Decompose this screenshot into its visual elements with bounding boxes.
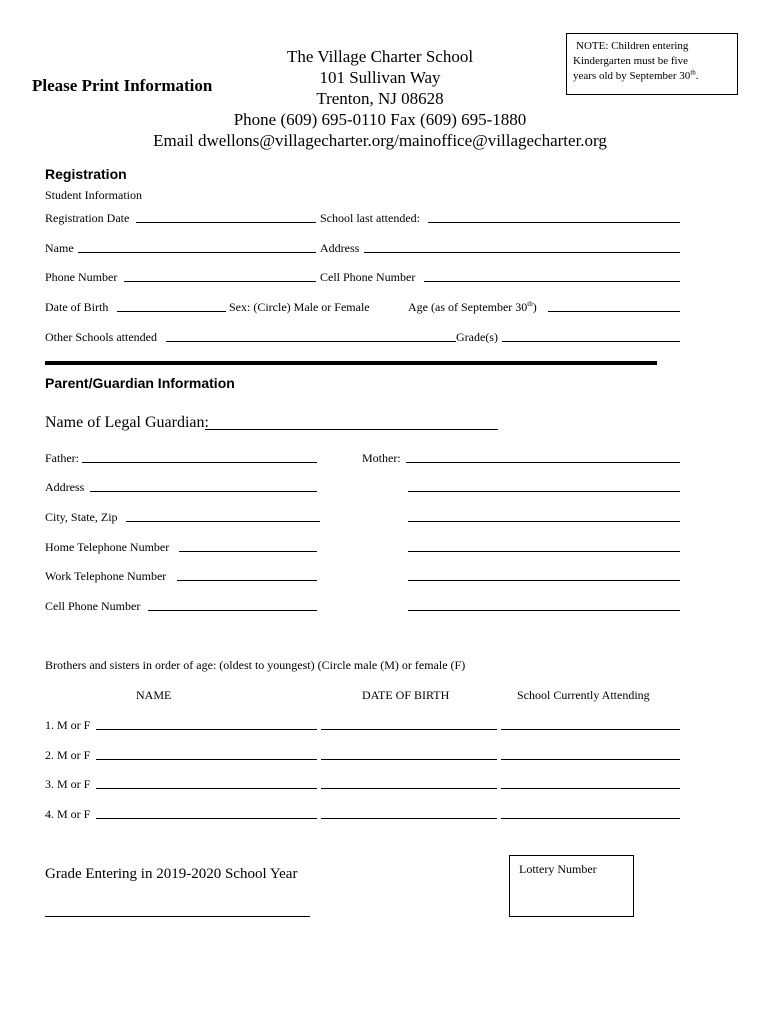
print-notice: Please Print Information: [32, 76, 213, 95]
student-info-subheading: Student Information: [45, 188, 142, 202]
grade-entering-field[interactable]: [45, 916, 310, 917]
mother-cell-phone-field[interactable]: [408, 610, 680, 611]
name-label: Name: [45, 241, 74, 255]
guardian-cell-phone-label: Cell Phone Number: [45, 599, 141, 613]
mother-city-state-zip-field[interactable]: [408, 521, 680, 522]
mother-label: Mother:: [362, 451, 401, 465]
registration-date-label: Registration Date: [45, 211, 130, 225]
note-line-2: Kindergarten must be five: [573, 55, 688, 67]
siblings-col-school: School Currently Attending: [517, 688, 650, 702]
father-work-phone-field[interactable]: [177, 580, 317, 581]
school-name: The Village Charter School: [286, 47, 474, 66]
cell-phone-label: Cell Phone Number: [320, 270, 416, 284]
sibling-school-field[interactable]: [501, 788, 680, 789]
sibling-dob-field[interactable]: [321, 818, 497, 819]
address-field[interactable]: [364, 252, 680, 253]
mother-work-phone-field[interactable]: [408, 580, 680, 581]
siblings-col-dob: DATE OF BIRTH: [362, 688, 450, 702]
father-city-state-zip-field[interactable]: [126, 521, 320, 522]
date-of-birth-label: Date of Birth: [45, 300, 109, 314]
siblings-col-name: NAME: [136, 688, 172, 702]
sex-label: Sex: (Circle) Male or Female: [229, 300, 370, 314]
grade-entering-label: Grade Entering in 2019-2020 School Year: [45, 866, 298, 882]
school-street: 101 Sullivan Way: [319, 68, 441, 87]
sibling-row-label: 4. M or F: [45, 807, 91, 821]
school-last-attended-field[interactable]: [428, 222, 680, 223]
sibling-school-field[interactable]: [501, 729, 680, 730]
home-phone-label: Home Telephone Number: [45, 540, 170, 554]
grades-field[interactable]: [502, 341, 680, 342]
sibling-school-field[interactable]: [501, 759, 680, 760]
father-home-phone-field[interactable]: [179, 551, 317, 552]
sibling-row-label: 1. M or F: [45, 718, 91, 732]
school-phone-fax: Phone (609) 695-0110 Fax (609) 695-1880: [233, 110, 527, 129]
section-divider: [45, 361, 657, 365]
lottery-number-label: Lottery Number: [519, 862, 597, 876]
name-field[interactable]: [78, 252, 316, 253]
guardian-address-label: Address: [45, 480, 85, 494]
other-schools-label: Other Schools attended: [45, 330, 157, 344]
father-field[interactable]: [82, 462, 317, 463]
sibling-dob-field[interactable]: [321, 788, 497, 789]
age-field[interactable]: [548, 311, 680, 312]
phone-number-label: Phone Number: [45, 270, 118, 284]
mother-address-field[interactable]: [408, 491, 680, 492]
school-city: Trenton, NJ 08628: [316, 89, 444, 108]
father-address-field[interactable]: [90, 491, 317, 492]
sibling-name-field[interactable]: [96, 729, 317, 730]
grades-label: Grade(s): [456, 330, 498, 344]
sibling-row-label: 2. M or F: [45, 748, 91, 762]
mother-home-phone-field[interactable]: [408, 551, 680, 552]
phone-number-field[interactable]: [124, 281, 316, 282]
date-of-birth-field[interactable]: [117, 311, 226, 312]
sibling-name-field[interactable]: [96, 759, 317, 760]
work-phone-label: Work Telephone Number: [45, 569, 167, 583]
registration-heading: Registration: [45, 166, 127, 182]
other-schools-field[interactable]: [166, 341, 456, 342]
registration-date-field[interactable]: [136, 222, 316, 223]
sibling-name-field[interactable]: [96, 818, 317, 819]
legal-guardian-label: Name of Legal Guardian:: [45, 414, 209, 431]
mother-field[interactable]: [406, 462, 680, 463]
school-email: Email dwellons@villagecharter.org/mainoffice@villagecharter.org: [153, 131, 607, 150]
note-line-3: years old by September 30th.: [573, 68, 699, 82]
sibling-row-label: 3. M or F: [45, 777, 91, 791]
guardian-heading: Parent/Guardian Information: [45, 375, 235, 391]
father-label: Father:: [45, 451, 79, 465]
age-label: Age (as of September 30th): [408, 300, 537, 314]
address-label: Address: [320, 241, 360, 255]
father-cell-phone-field[interactable]: [148, 610, 317, 611]
sibling-name-field[interactable]: [96, 788, 317, 789]
legal-guardian-field[interactable]: [205, 429, 498, 430]
sibling-dob-field[interactable]: [321, 759, 497, 760]
sibling-dob-field[interactable]: [321, 729, 497, 730]
school-last-attended-label: School last attended:: [320, 211, 420, 225]
city-state-zip-label: City, State, Zip: [45, 510, 118, 524]
note-line-1: NOTE: Children entering: [576, 40, 689, 52]
cell-phone-field[interactable]: [424, 281, 680, 282]
sibling-school-field[interactable]: [501, 818, 680, 819]
siblings-instructions: Brothers and sisters in order of age: (oldest to youngest) (Circle male (M) or female (F): [45, 658, 466, 672]
